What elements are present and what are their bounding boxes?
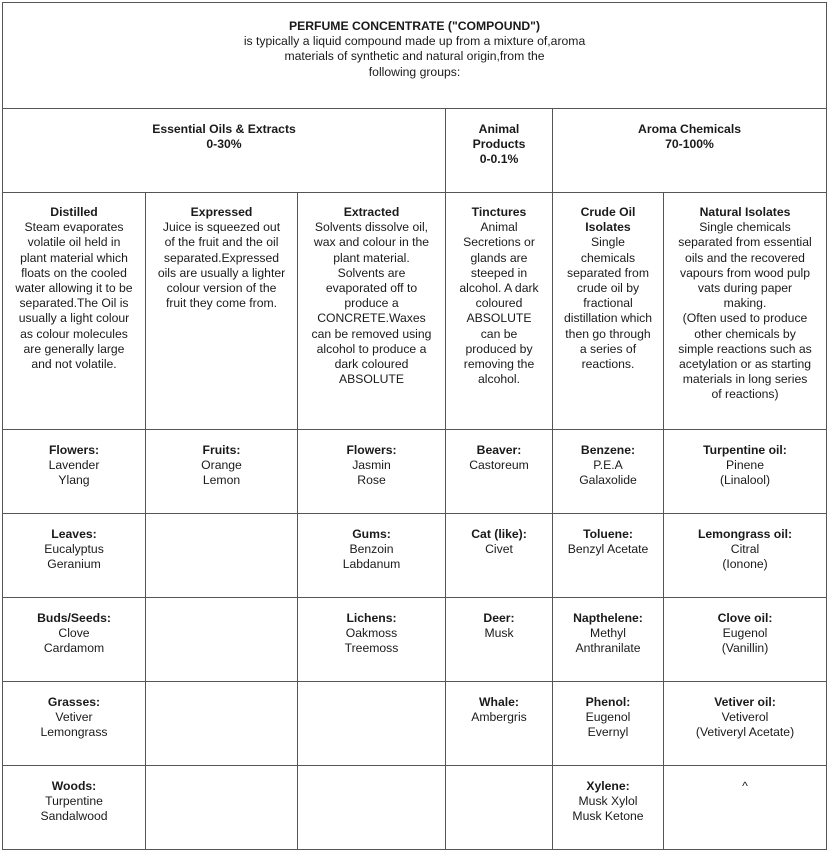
table-cell (446, 598, 553, 682)
column-natural-isolates (664, 193, 827, 430)
table-cell (553, 430, 664, 514)
cell-items: Vetiverol (Vetiveryl Acetate) (695, 710, 795, 740)
table-row (3, 598, 827, 682)
cell-label: Toluene: (583, 527, 633, 541)
group-animal-products (446, 109, 553, 193)
table-cell (446, 766, 553, 850)
column-heading: Extracted (343, 205, 400, 219)
cell-items: Eugenol (Vanillin) (721, 626, 769, 656)
cell-label: Flowers: (346, 443, 397, 457)
table-cell (664, 598, 827, 682)
group-row (3, 109, 827, 193)
table-cell (664, 514, 827, 598)
cell-label: Phenol: (585, 695, 631, 709)
cell-label: Whale: (479, 695, 519, 709)
cell-items: Musk (484, 626, 514, 641)
cell-label: Woods: (51, 779, 97, 793)
title-cell (3, 3, 827, 109)
cell-label: Deer: (483, 611, 515, 625)
table-title: PERFUME CONCENTRATE ("COMPOUND") (289, 19, 541, 33)
cell-label: Grasses: (47, 695, 101, 709)
cell-items: Orange Lemon (201, 458, 242, 488)
group-name: Essential Oils & Extracts (152, 122, 296, 136)
cell-label: Napthelene: (573, 611, 643, 625)
cell-label: Vetiver oil: (714, 695, 776, 709)
cell-label: Cat (like): (471, 527, 527, 541)
column-crude-oil-isolates (553, 193, 664, 430)
table-cell (298, 514, 446, 598)
column-description: Animal Secretions or glands are steeped in alcohol. A dark coloured ABSOLUTE can be produced by removing the alcohol. (459, 220, 539, 387)
cell-items: Jasmin Rose (352, 458, 391, 488)
cell-items: Musk Xylol Musk Ketone (572, 794, 644, 824)
column-heading: Tinctures (471, 205, 527, 219)
cell-label: Xylene: (586, 779, 630, 793)
cell-items: Eugenol Evernyl (585, 710, 631, 740)
table-cell (146, 766, 298, 850)
cell-label: Benzene: (580, 443, 636, 457)
column-heading: Natural Isolates (699, 205, 791, 219)
cell-items: Clove Cardamom (43, 626, 105, 656)
column-description: Juice is squeezed out of the fruit and the oil separated.Expressed oils are usually a lighter colour version of the fruit they come from. (157, 220, 286, 311)
cell-items: Turpentine Sandalwood (40, 794, 108, 824)
table-cell (146, 598, 298, 682)
table-cell (3, 430, 146, 514)
cell-label: Turpentine oil: (703, 443, 787, 457)
column-distilled (3, 193, 146, 430)
title-row (3, 3, 827, 109)
column-tinctures (446, 193, 553, 430)
column-heading: Crude Oil Isolates (580, 205, 636, 235)
table-subtitle: is typically a liquid compound made up from a mixture of,aroma materials of synthetic and natural origin,from the following groups: (243, 34, 586, 79)
group-range: 0-30% (206, 137, 242, 152)
cell-items: Eucalyptus Geranium (44, 542, 104, 572)
column-description: Solvents dissolve oil, wax and colour in the plant material. Solvents are evaporated off to produce a CONCRETE.Waxes can be removed using alcohol to produce a dark coloured ABSOLUTE (311, 220, 432, 387)
cell-items: Civet (485, 542, 513, 557)
cell-items: P.E.A Galaxolide (579, 458, 637, 488)
column-heading: Expressed (190, 205, 253, 219)
cell-label: Fruits: (202, 443, 241, 457)
column-description: Single chemicals separated from crude oil by fractional distillation which then go through a series of reactions. (563, 235, 653, 372)
table-row (3, 682, 827, 766)
cell-label: Leaves: (51, 527, 97, 541)
cell-items: Vetiver Lemongrass (40, 710, 108, 740)
column-description: Single chemicals separated from essential oils and the recovered vapours from wood pulp vats during paper making. (Often used to produce other chemicals by simple reactions such as acetylation or as starting materials in long series of reactions) (678, 220, 812, 402)
table-cell (446, 682, 553, 766)
cell-items: Benzyl Acetate (567, 542, 649, 557)
table-cell (146, 514, 298, 598)
column-heading: Distilled (50, 205, 98, 219)
table-cell (3, 598, 146, 682)
table-cell (553, 766, 664, 850)
group-name: Aroma Chemicals (638, 122, 741, 136)
cell-label: Buds/Seeds: (37, 611, 111, 625)
table-row (3, 766, 827, 850)
description-row (3, 193, 827, 430)
table-row (3, 430, 827, 514)
table-cell (553, 514, 664, 598)
column-description: Steam evaporates volatile oil held in plant material which floats on the cooled water allowing it to be separated.The Oil is usually a light colour as colour molecules are generally large and not volatile. (15, 220, 133, 372)
cell-label: Lichens: (346, 611, 397, 625)
table-cell (146, 430, 298, 514)
cell-items: ^ (742, 779, 748, 793)
table-cell (3, 766, 146, 850)
cell-label: Beaver: (476, 443, 522, 457)
cell-items: Lavender Ylang (48, 458, 100, 488)
cell-items: Ambergris (471, 710, 527, 725)
table-cell (664, 766, 827, 850)
cell-label: Lemongrass oil: (697, 527, 793, 541)
group-essential-oils (3, 109, 446, 193)
table-cell (146, 682, 298, 766)
cell-items: Oakmoss Treemoss (344, 626, 399, 656)
cell-items: Pinene (Linalool) (719, 458, 771, 488)
table-cell (553, 598, 664, 682)
group-name: Animal Products (472, 122, 526, 152)
table-cell (3, 514, 146, 598)
cell-label: Clove oil: (717, 611, 773, 625)
table-cell (3, 682, 146, 766)
column-extracted (298, 193, 446, 430)
table-cell (298, 766, 446, 850)
cell-label: Gums: (352, 527, 391, 541)
group-range: 70-100% (665, 137, 714, 152)
table-cell (446, 430, 553, 514)
cell-items: Methyl Anthranilate (575, 626, 641, 656)
table-cell (553, 682, 664, 766)
group-range: 0-0.1% (479, 152, 519, 167)
table-row (3, 514, 827, 598)
perfume-concentrate-table (2, 2, 827, 850)
table-cell (664, 682, 827, 766)
cell-label: Flowers: (48, 443, 100, 457)
group-aroma-chemicals (553, 109, 827, 193)
table-cell (664, 430, 827, 514)
table-cell (298, 430, 446, 514)
column-expressed (146, 193, 298, 430)
cell-items: Citral (Ionone) (722, 542, 768, 572)
cell-items: Benzoin Labdanum (342, 542, 401, 572)
table-cell (298, 682, 446, 766)
table-cell (446, 514, 553, 598)
table-cell (298, 598, 446, 682)
cell-items: Castoreum (469, 458, 529, 473)
